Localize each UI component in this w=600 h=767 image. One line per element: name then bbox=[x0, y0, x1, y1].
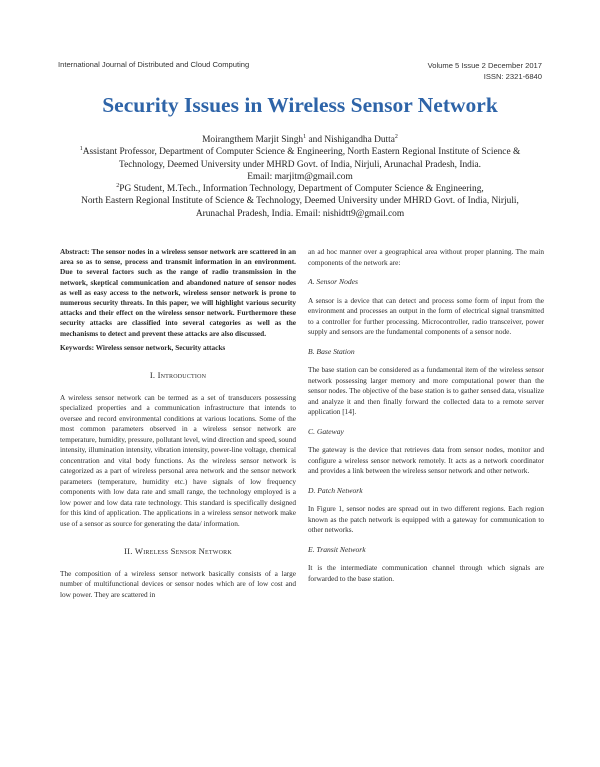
affiliation-1-cont: Technology, Deemed University under MHRD Govt. of India, Nirjuli, Arunachal Pradesh, India. bbox=[119, 159, 481, 170]
left-column bbox=[60, 247, 296, 600]
author-block bbox=[40, 134, 560, 220]
author-1-email: Email: marjitm@gmail.com bbox=[247, 171, 353, 182]
volume-info: Volume 5 Issue 2 December 2017 bbox=[427, 61, 542, 70]
subsection-text-transit-network: It is the intermediate communication channel through which signals are forwarded to the base station. bbox=[308, 563, 544, 583]
wsn-text: The composition of a wireless sensor network basically consists of a large number of multifunctional devices or sensor nodes which are of low cost and low power. They are scattered in bbox=[60, 568, 296, 599]
subsection-heading-patch-network: D. Patch Network bbox=[308, 485, 363, 495]
issn: ISSN: 2321-6840 bbox=[483, 72, 542, 81]
affiliation-2: $^2$PG Student, M.Tech., Information Technology, Department of Computer Science & Engineering, bbox=[116, 183, 484, 195]
issue-info bbox=[428, 60, 542, 82]
affiliation-1: $^1$Assistant Professor, Department of Computer Science & Engineering, North Eastern Regional Institute of Science & bbox=[79, 146, 521, 158]
wsn-text-continued: an ad hoc manner over a geographical area without proper planning. The main components of the network are: bbox=[308, 247, 544, 267]
section-heading-introduction: I. Introduction bbox=[149, 370, 207, 381]
author-names: Moirangthem Marjit Singh$^1$ and Nishigandha Dutta$^2$ bbox=[202, 133, 398, 145]
subsection-text-base-station: The base station can be considered as a fundamental item of the wireless sensor network possessing larger memory and more computational power than the sensor nodes. The objective of the base station is to gather sensed data, visualize and analyze it and then finally forward the collected data to a remote server application [14]. bbox=[308, 365, 544, 416]
subsection-text-patch-network: In Figure 1, sensor nodes are spread out in two different regions. Each region known as the patch network is equipped with a gateway for communication to other networks. bbox=[308, 504, 544, 534]
section-heading-wsn: II. Wireless Sensor Network bbox=[124, 546, 232, 557]
subsection-heading-base-station: B. Base Station bbox=[308, 346, 355, 356]
subsection-heading-sensor-nodes: A. Sensor Nodes bbox=[308, 277, 358, 286]
keywords: Keywords: Wireless sensor network, Security attacks bbox=[60, 342, 226, 352]
affiliation-2-cont: North Eastern Regional Institute of Science & Technology, Deemed University under MHRD Govt. of India, Nirjuli, bbox=[81, 196, 519, 207]
affiliation-2-email: Arunachal Pradesh, India. Email: nishidtt9@gmail.com bbox=[195, 208, 405, 219]
right-column bbox=[308, 247, 544, 593]
subsection-heading-transit-network: E. Transit Network bbox=[308, 544, 366, 554]
subsection-text-sensor-nodes: A sensor is a device that can detect and process some form of input from the environment and processes an output in the form of electrical signal transmitted to a controller for further processing. Microcontroller, radio transceiver, power supply and sensors are the fundamental components of a sensor node. bbox=[308, 295, 544, 336]
subsection-heading-gateway: C. Gateway bbox=[308, 426, 344, 436]
introduction-text: A wireless sensor network can be termed as a set of transducers possessing specialized properties and a communication infrastructure that intends to oversee and record environmental conditions at various locations. Some of the most common parameters observed in a wireless sensor network are temperature, humidity, pressure, pollutant level, wind direction and speed, sound intensity, illumination intensity, vibration intensity, power-line voltage, chemical concentration and vital body functions. As the wireless sensor network is categorized as a part of wireless personal area network and the sensor network parameters (temperature, humidity etc.) have signals of low frequency components with low data rate and small range, the technology employed is a low power and low data rate technology. This standard is specifically designed for this kind of application. The applications in a wireless sensor network make use of a sensor as source for generating the data/ information. bbox=[60, 392, 296, 528]
subsection-text-gateway: The gateway is the device that retrieves data from sensor nodes, monitor and configure a wireless sensor network remotely. It acts as a network coordinator and provides a link between the wireless sensor network and other network. bbox=[308, 445, 544, 475]
journal-name: International Journal of Distributed and Cloud Computing bbox=[58, 60, 250, 69]
paper-title: Security Issues in Wireless Sensor Network bbox=[102, 93, 498, 117]
abstract: Abstract: The sensor nodes in a wireless sensor network are scattered in an area so as to sense, process and transmit information in an environment. Due to several factors such as the range of radio transmission in the network, skeptical communication and abandoned nature of sensor nodes as well as easy access to the network, wireless sensor network is prone to numerous security threats. In this paper, we will highlight various security attacks and their effect on the wireless sensor network. Furthermore these security attacks are classified into several categories as well as the mechanisms to detect and prevent these attacks are also discussed. bbox=[60, 247, 296, 338]
